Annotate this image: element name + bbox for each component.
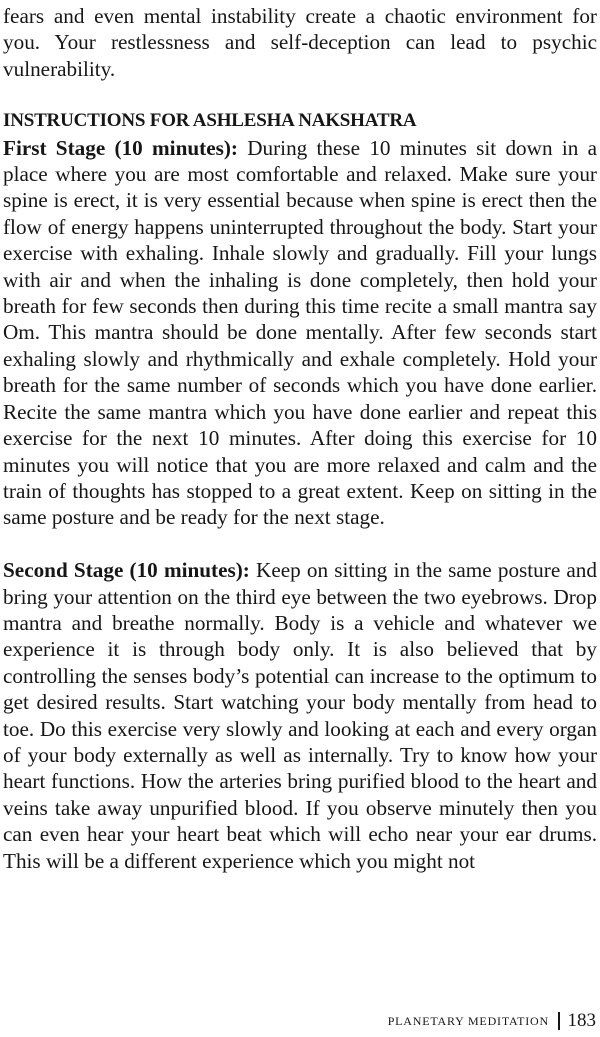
book-page [3,0,597,874]
first-stage-paragraph [3,135,597,531]
running-head: PLANETARY MEDITATION [387,1013,549,1028]
first-stage-label: First Stage (10 minutes): [3,135,238,160]
page-footer [388,1010,596,1032]
page-number: 183 [567,1010,596,1031]
second-stage-text: Keep on sitting in the same posture and bring your attention on the third eye between the two eyebrows. Drop mantra and breathe normally. Body is a vehicle and whatever we experience it is through body only. It is also believed that by controlling the senses body’s potential can increase to the optimum to get desired results. Start watching your body mentally from head to toe. Do this exercise very slowly and looking at each and every organ of your body externally as well as internally. Try to know how your heart functions. How the arteries bring purified blood to the heart and veins take away unpurified blood. If you observe minutely then you can even hear your heart beat which will echo near your ear drums. This will be a different experience which you might not [3,558,597,873]
second-stage-paragraph [3,557,597,874]
footer-divider [558,1012,560,1030]
section-heading: INSTRUCTIONS FOR ASHLESHA NAKSHATRA [3,110,417,132]
second-stage-label: Second Stage (10 minutes): [3,558,250,583]
first-stage-text: During these 10 minutes sit down in a place where you are most comfortable and relaxed. Make sure your spine is erect, it is very essential because when spine is erect then the flow of energy happens uninterrupted throughout the body. Start your exercise with exhaling. Inhale slowly and gradually. Fill your lungs with air and when the inhaling is done completely, then hold your breath for few seconds then during this time recite a small mantra say Om. This mantra should be done mentally. After few seconds start exhaling slowly and rhythmically and exhale completely. Hold your breath for the same number of seconds which you have done earlier. Recite the same mantra which you have done earlier and repeat this exercise for the next 10 minutes. After doing this exercise for 10 minutes you will notice that you are more relaxed and calm and the train of thoughts has stopped to a great extent. Keep on sitting in the same posture and be ready for the next stage. [3,135,597,530]
intro-paragraph: fears and even mental instability create a chaotic environment for you. Your restlessness and self-deception can lead to psychic vulnerability. [3,4,597,81]
